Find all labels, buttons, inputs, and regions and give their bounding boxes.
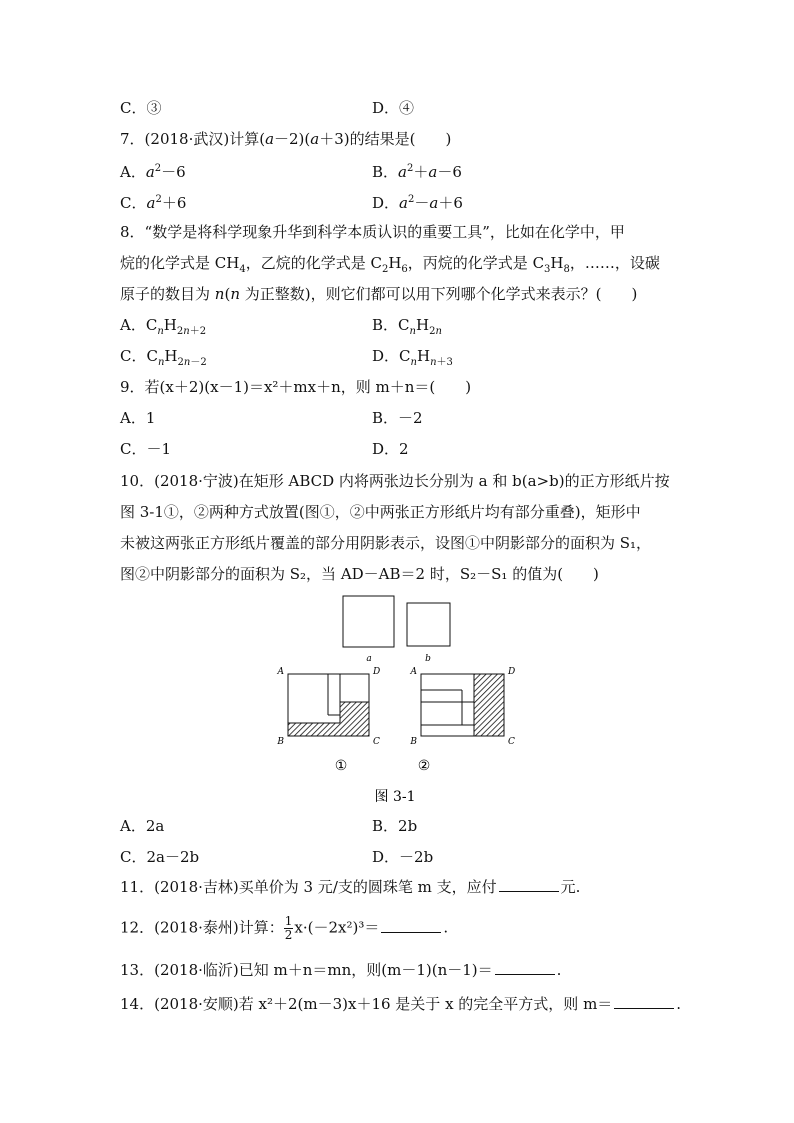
q9-option-c: C．－1	[120, 440, 172, 458]
q8-option-d: D．$C_nH_{n+3}$	[372, 347, 453, 368]
svg-text:A: A	[277, 667, 284, 677]
svg-text:②: ②	[417, 758, 431, 774]
q12: 12．(2018·泰州)计算： $\frac{1}{2}$ x·(－2x²)³＝ .	[120, 914, 449, 942]
q9-option-d: D．2	[372, 440, 409, 458]
q7-option-d: D．$a^2-a+6$	[372, 194, 463, 212]
svg-text:C: C	[373, 737, 380, 747]
q10-option-d: D．－2b	[372, 848, 434, 866]
q9-option-b: B．－2	[372, 409, 423, 427]
q13-answer-blank[interactable]	[495, 960, 555, 975]
svg-text:B: B	[277, 737, 284, 747]
label-a: a	[366, 654, 372, 664]
square-a	[343, 596, 394, 647]
q9-stem: 9．若(x＋2)(x－1)＝x²＋mx＋n，则 m＋n＝( )	[120, 378, 472, 396]
q11-answer-blank[interactable]	[499, 877, 559, 892]
fraction-half: $\frac{1}{2}$	[284, 914, 293, 942]
q7-option-c: C．$a^2+6$	[120, 194, 187, 212]
svg-text:A: A	[410, 667, 417, 677]
q6-option-c: C．③	[120, 99, 162, 117]
figure-1	[276, 667, 380, 774]
svg-text:C: C	[508, 737, 515, 747]
q12-answer-blank[interactable]	[381, 918, 441, 933]
q10-line3: 未被这两张正方形纸片覆盖的部分用阴影表示，设图①中阴影部分的面积为 S₁，	[120, 534, 652, 552]
q8-option-a: A．$C_nH_{2n+2}$	[120, 316, 207, 337]
q7-stem: 7．(2018·武汉)计算(a－2)(a＋3)的结果是( )	[120, 130, 452, 148]
q14-answer-blank[interactable]	[614, 994, 674, 1009]
q10-line4: 图②中阴影部分的面积为 S₂，当 AD－AB＝2 时，S₂－S₁ 的值为( )	[120, 565, 599, 583]
label-b: b	[425, 654, 431, 664]
svg-text:D: D	[373, 667, 381, 677]
q8-line3: 原子的数目为 n(n 为正整数)，则它们都可以用下列哪个化学式来表示？( )	[120, 285, 638, 303]
q10-option-a: A．2a	[120, 817, 165, 835]
q8-line1: 8．“数学是将科学现象升华到科学本质认识的重要工具”，比如在化学中，甲	[120, 223, 625, 241]
q8-option-b: B．$C_nH_{2n}$	[372, 316, 442, 337]
q8-option-c: C．$C_nH_{2n-2}$	[120, 347, 207, 368]
q11: 11．(2018·吉林)买单价为 3 元/支的圆珠笔 m 支，应付 元.	[120, 878, 581, 896]
q7-option-a: A．$a^2-6$	[120, 163, 186, 181]
figure-2	[409, 667, 515, 774]
q6-option-d: D．④	[372, 99, 415, 117]
figure-caption: 图 3-1	[374, 789, 416, 805]
square-b	[407, 603, 450, 646]
q7-option-b: B．$a^2+a-6$	[372, 163, 462, 181]
q10-line1: 10．(2018·宁波)在矩形 ABCD 内将两张边长分别为 a 和 b(a>b)的正方形纸片按	[120, 472, 670, 490]
q10-option-c: C．2a－2b	[120, 848, 200, 866]
q14: 14．(2018·安顺)若 x²＋2(m－3)x＋16 是关于 x 的完全平方式，则 m＝ .	[120, 995, 682, 1013]
svg-text:①: ①	[334, 758, 348, 774]
svg-text:B: B	[410, 737, 417, 747]
q8-line2: 烷的化学式是 $CH_4$，乙烷的化学式是 $C_2H_6$，丙烷的化学式是 $C_3H_8$，……，设碳	[120, 254, 660, 275]
svg-text:D: D	[508, 667, 516, 677]
q9-option-a: A．1	[120, 409, 156, 427]
q10-option-b: B．2b	[372, 817, 418, 835]
q10-line2: 图 3-1①，②两种方式放置(图①，②中两张正方形纸片均有部分重叠)，矩形中	[120, 503, 641, 521]
q13: 13．(2018·临沂)已知 m＋n＝mn，则(m－1)(n－1)＝ .	[120, 961, 562, 979]
